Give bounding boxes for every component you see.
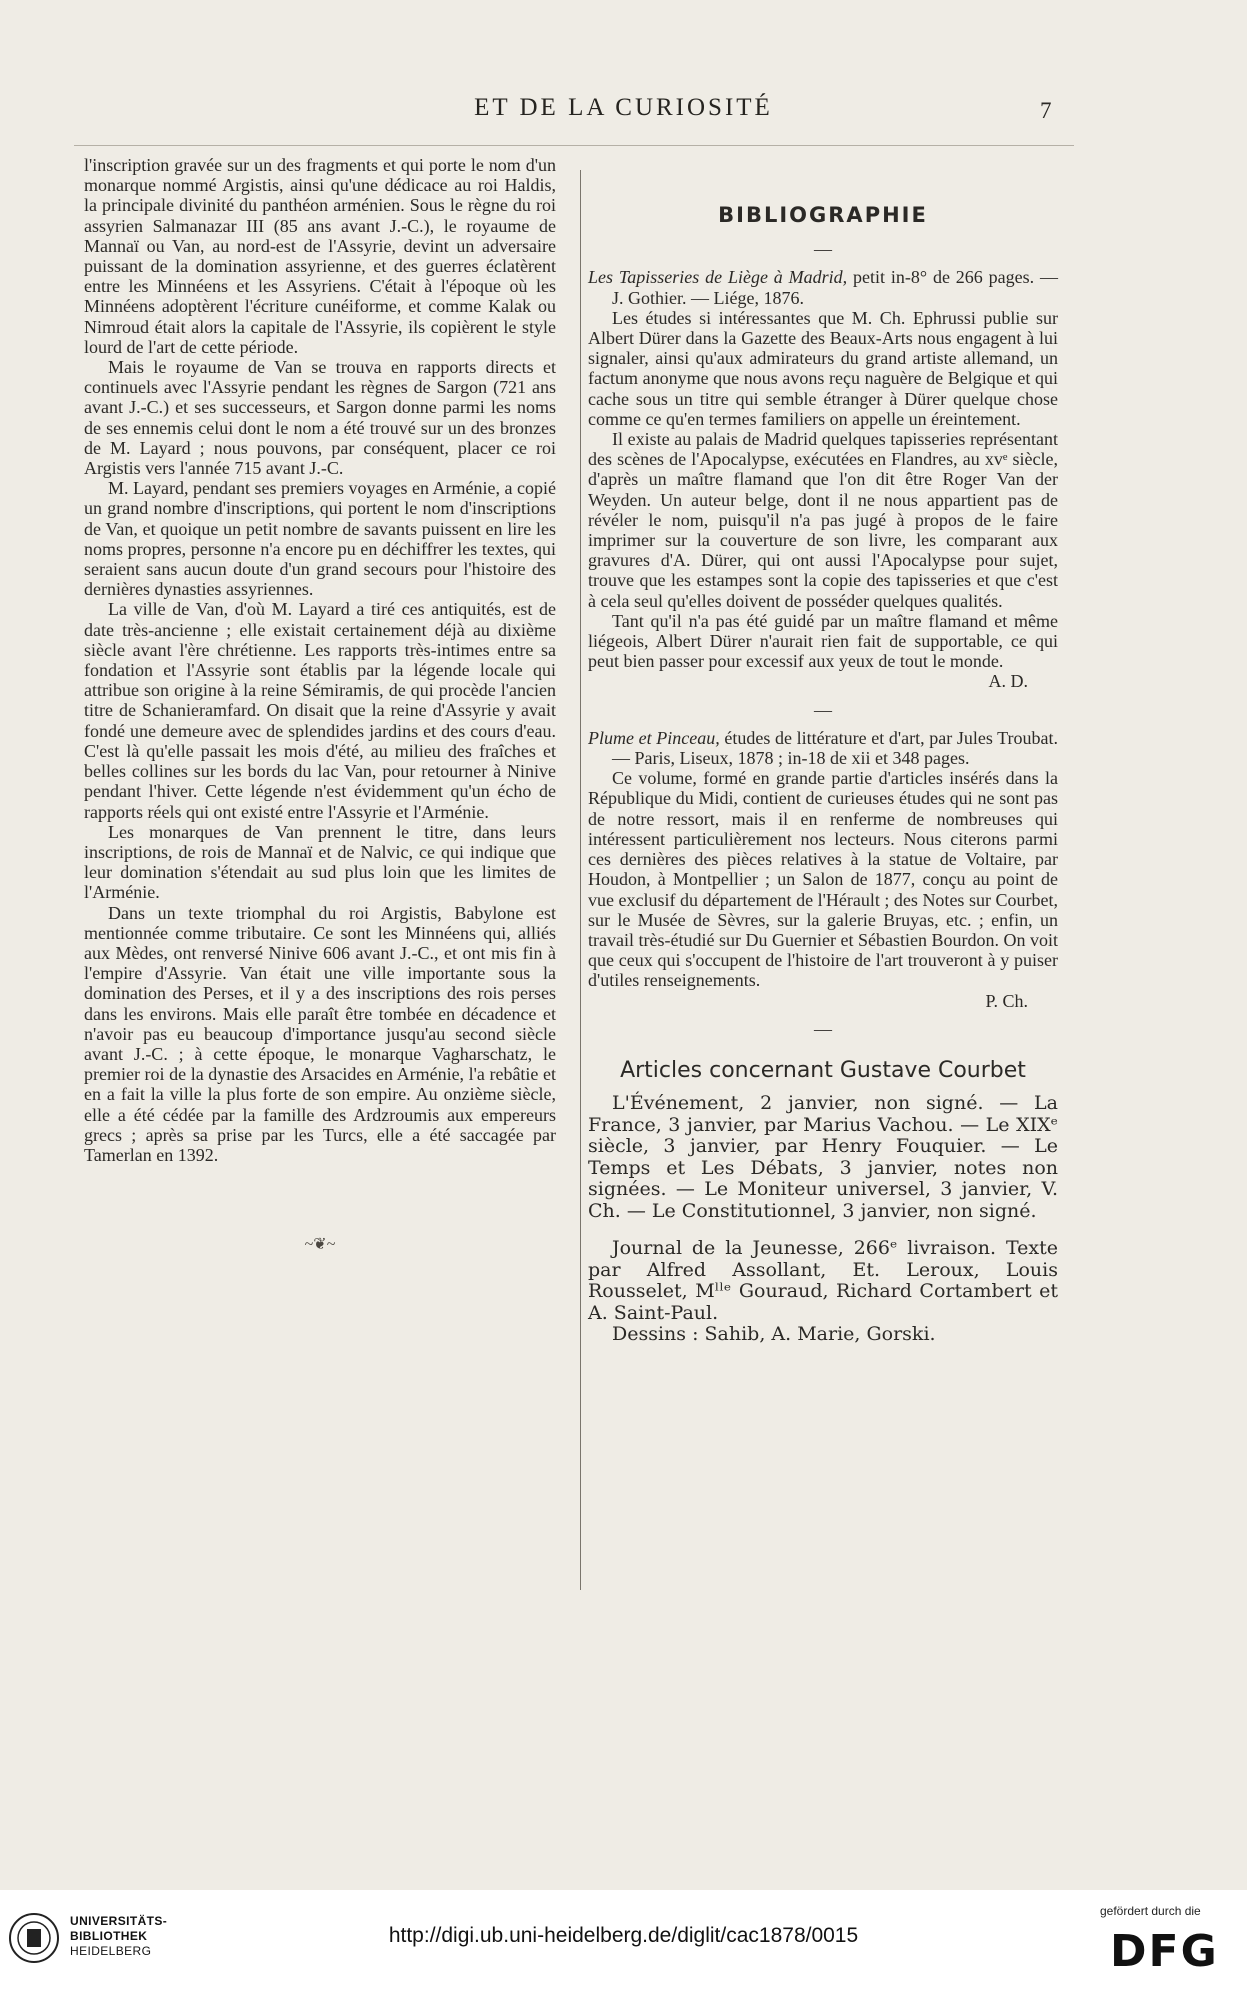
right-column [588, 155, 1058, 1346]
signature: A. D. [988, 671, 1028, 692]
entry-details: petit in-8° de 266 pages. — J. Gothier. — Liége, 1876. [612, 267, 1059, 308]
column-rule [580, 170, 581, 1590]
page-number: 7 [1040, 98, 1052, 123]
courbet-heading: Articles concernant Gustave Courbet [620, 1057, 1026, 1083]
dfg-logo: DFG [1110, 1926, 1219, 1977]
courbet-articles: L'Événement, 2 janvier, non signé. — La France, 3 janvier, par Marius Vachou. — Le XIXᵉ siècle, 3 janvier, par Henry Fouquier. — Le Temps et Les Débats, 3 janvier, notes non signées. — Le Moniteur universel, 3 janvier, V. Ch. — Le Constitutionnel, 3 janvier, non signé. [588, 1092, 1058, 1222]
dessins-entry: Dessins : Sahib, A. Marie, Gorski. [612, 1323, 936, 1346]
bibliography-entry [588, 728, 1058, 768]
ornament: ~❦~ [304, 1236, 336, 1254]
funder-label: gefördert durch die [1100, 1904, 1201, 1918]
paragraph: Dans un texte triomphal du roi Argistis, Babylone est mentionnée comme tributaire. Ce sont les Minnéens qui, alliés aux Mèdes, ont renversé Ninive 606 avant J.-C., et ont mis fin à l'empire d'Assyrie. Van était une ville importante sous la domination des Perses, et il y a des inscriptions des rois perses dans les environs. Mais elle paraît être tombée en décadence et n'avoir pas eu beaucoup d'importance jusqu'au second siècle avant J.-C. ; à cette époque, le monarque Vagharschatz, le premier roi de la dynastie des Arsacides en Arménie, l'a rebâtie et en a fait la ville la plus forte de son empire. Au onzième siècle, elle a été cédée par la famille des Ardzroumis aux empereurs grecs ; après sa prise par les Turcs, elle a été saccagée par Tamerlan en 1392. [84, 902, 556, 1165]
footer [0, 1890, 1247, 1993]
paragraph: Ce volume, formé en grande partie d'articles insérés dans la République du Midi, contient de curieuses études qui ne sont pas de notre ressort, mais il en renferme de nombreuses qui intéressent particulièrement nos lecteurs. Nous citerons parmi ces dernières des pièces relatives à la statue de Voltaire, par Houdon, à Montpellier ; un Salon de 1877, conçu au point de vue exclusif du département de l'Hérault ; des Notes sur Courbet, sur le Musée de Sèvres, sur la galerie Bruyas, etc. ; enfin, un travail très-étudié sur Du Guernier et Sébastien Bourdon. On voit que ceux qui s'occupent de l'histoire de l'art trouveront à y puiser d'utiles renseignements. [588, 768, 1058, 991]
separator-dash: — [814, 699, 832, 720]
library-name: UNIVERSITÄTS- BIBLIOTHEK HEIDELBERG [70, 1914, 168, 1958]
paragraph: l'inscription gravée sur un des fragments et qui porte le nom d'un monarque nommé Argistis, ainsi qu'une dédicace au roi Haldis, la principale divinité du panthéon arménien. Sous le règne du roi assyrien Salmanazar III (85 ans avant J.-C.), le royaume de Mannaï ou Van, au nord-est de l'Assyrie, devint un adversaire puissant de la domination assyrienne, et des guerres éclatèrent entre les Minnéens et les Assyriens. C'était à l'époque où les Minnéens adoptèrent l'écriture cunéiforme, et comme Kalak ou Nimroud était alors la capitale de l'Assyrie, ils copièrent le style lourd de l'art de cette période. [84, 155, 556, 357]
paragraph: La ville de Van, d'où M. Layard a tiré ces antiquités, est de date très-ancienne ; elle existait certainement déjà au dixième siècle avant l'ère chrétienne. Les rapports très-intimes entre sa fondation et l'Assyrie sont établis par la légende locale qui attribue son origine à la reine Sémiramis, de qui procède l'ancien titre de Schanieramfard. On disait que la reine d'Assyrie y avait fondé une demeure avec de splendides jardins et des cours d'eau. C'est là qu'elle passait les mois d'été, au milieu des fraîches et belles collines sur les bords du lac Van, pour retourner à Ninive pendant l'hiver. Cette légende n'est évidemment qu'un écho de rapports réels qui ont existé entre l'Assyrie et l'Arménie. [84, 599, 556, 822]
left-column [84, 155, 556, 1255]
entry-title: Les Tapisseries de Liège à Madrid, [588, 267, 848, 288]
entry-details: études de littérature et d'art, par Jules Troubat. — Paris, Liseux, 1878 ; in-18 de xii et 348 pages. [612, 727, 1058, 769]
header-rule [74, 145, 1074, 146]
entry-title: Plume et Pinceau, [588, 727, 720, 748]
paragraph: Mais le royaume de Van se trouva en rapports directs et continuels avec l'Assyrie pendant les règnes de Sargon (721 ans avant J.-C.) et ses successeurs, et Sargon donne parmi les noms de ses ennemis celui dont le nom a été trouvé sur un des bronzes de M. Layard ; nous pouvons, par conséquent, placer ce roi Argistis vers l'année 715 avant J.-C. [84, 357, 556, 479]
running-head: ET DE LA CURIOSITÉ [474, 94, 773, 121]
source-url-link[interactable]: http://digi.ub.uni-heidelberg.de/diglit/cac1878/0015 [388, 1924, 859, 1947]
paragraph: Les études si intéressantes que M. Ch. Ephrussi publie sur Albert Dürer dans la Gazette des Beaux-Arts nous engagent à lui signaler, ainsi qu'aux admirateurs du grand artiste allemand, un factum anonyme que nous avons reçu naguère de Belgique et qui cache sous un titre qui semble étranger à Dürer quelque chose comme ce qu'en termes familiers on appelle un éreintement. [588, 307, 1058, 429]
bibliography-title: BIBLIOGRAPHIE [718, 203, 928, 227]
paragraph: Il existe au palais de Madrid quelques tapisseries représentant des scènes de l'Apocalypse, exécutées en Flandres, au xvᵉ siècle, d'après un maître flamand que l'on dit être Roger Van der Weyden. Un auteur belge, dont il ne nous appartient pas de révéler le nom, puisqu'il n'a pas jugé à propos de le faire imprimer sur la couverture de son livre, les comparant aux gravures d'A. Dürer, qui ont aussi l'Apocalypse pour sujet, trouve que les estampes sont la copie des tapisseries et que c'est à cela seul qu'elles doivent de posséder quelques qualités. [588, 429, 1058, 611]
bibliography-entry [588, 267, 1058, 307]
paragraph: Tant qu'il n'a pas été guidé par un maître flamand et même liégeois, Albert Dürer n'aurait rien fait de supportable, ce qui peut bien passer pour excessif aux yeux de tout le monde. [588, 610, 1058, 672]
separator-dash: — [814, 239, 832, 260]
journal-entry: Journal de la Jeunesse, 266ᵉ livraison. Texte par Alfred Assollant, Et. Leroux, Louis Rousselet, Mˡˡᵉ Gouraud, Richard Cortambert et A. Saint-Paul. [588, 1237, 1058, 1324]
paragraph: Les monarques de Van prennent le titre, dans leurs inscriptions, de rois de Mannaï et de Nalvic, ce qui indique que leur domination s'étendait au sud plus loin que les limites de l'Arménie. [84, 821, 556, 903]
paragraph: M. Layard, pendant ses premiers voyages en Arménie, a copié un grand nombre d'inscriptions, qui portent le nom d'inscriptions de Van, et quoique un petit nombre de savants puissent en lire les noms propres, personne n'a encore pu en déchiffrer les textes, qui seraient sans aucun doute d'un grand secours pour l'histoire des dernières dynasties assyriennes. [84, 478, 556, 600]
signature: P. Ch. [985, 990, 1028, 1011]
separator-dash: — [814, 1018, 832, 1039]
